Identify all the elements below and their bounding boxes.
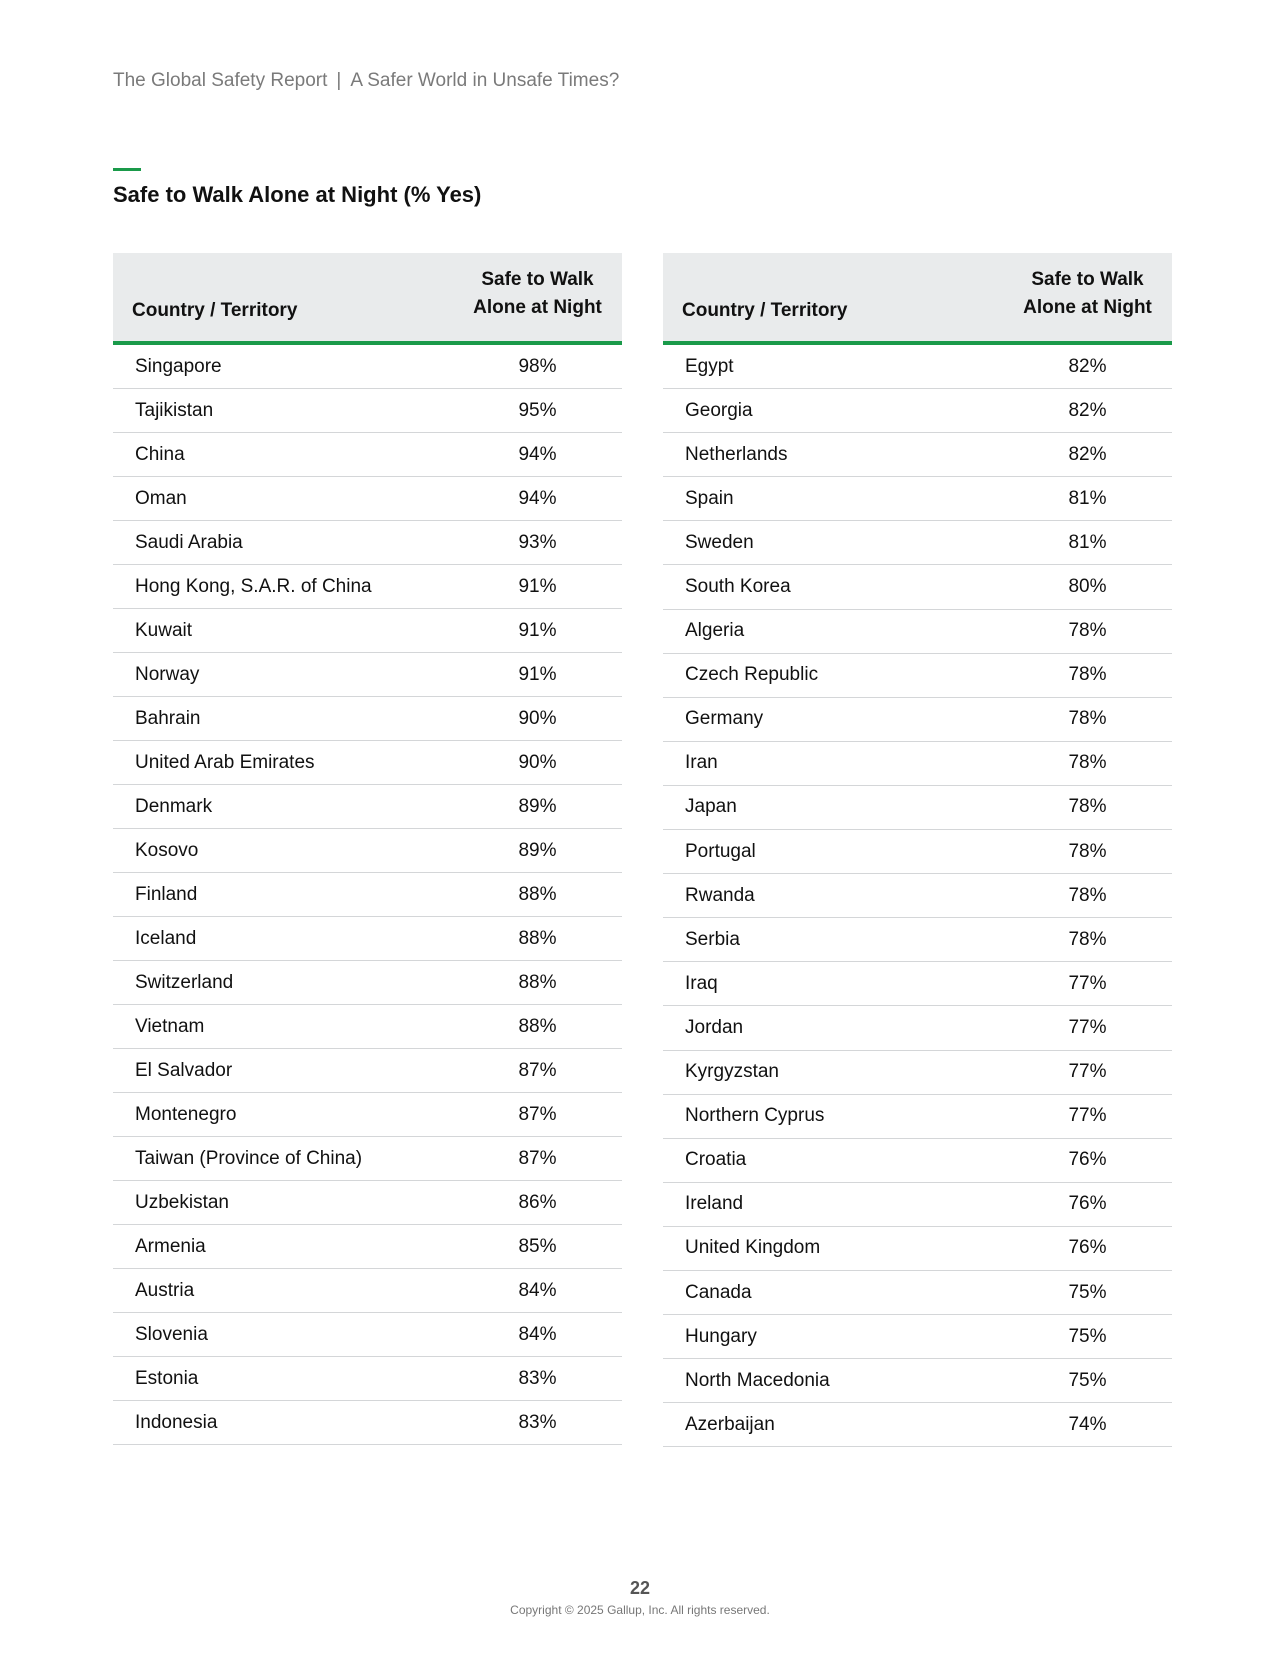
safety-table-right (663, 253, 1172, 1447)
table-row (113, 433, 622, 477)
safety-percentage: 78% (1068, 708, 1107, 730)
table-body (113, 345, 622, 1445)
table-row (663, 610, 1172, 654)
table-row (113, 1093, 622, 1137)
table-row (113, 1049, 622, 1093)
column-header-value-line1: Safe to Walk (481, 269, 594, 290)
table-row (113, 1225, 622, 1269)
table-row (663, 345, 1172, 389)
safety-percentage: 94% (518, 443, 557, 465)
table-row (113, 873, 622, 917)
table-row (663, 1227, 1172, 1271)
safety-percentage: 78% (1068, 664, 1107, 686)
country-name: North Macedonia (685, 1369, 830, 1391)
safety-percentage: 88% (518, 927, 557, 949)
country-name: South Korea (685, 576, 791, 598)
table-row (113, 829, 622, 873)
country-name: Ireland (685, 1193, 744, 1215)
table-row (113, 1313, 622, 1357)
safety-percentage: 83% (518, 1411, 557, 1433)
country-name: Singapore (135, 355, 222, 377)
country-name: Indonesia (135, 1411, 218, 1433)
country-name: Croatia (685, 1149, 747, 1171)
country-name: Sweden (685, 531, 754, 553)
safety-percentage: 91% (518, 663, 557, 685)
country-name: Oman (135, 487, 187, 509)
country-name: Serbia (685, 928, 740, 950)
table-row (113, 389, 622, 433)
safety-percentage: 85% (518, 1235, 557, 1257)
safety-percentage: 91% (518, 575, 557, 597)
safety-percentage: 89% (518, 795, 557, 817)
safety-percentage: 78% (1068, 796, 1107, 818)
country-name: Slovenia (135, 1323, 208, 1345)
country-name: Germany (685, 708, 764, 730)
safety-percentage: 83% (518, 1367, 557, 1389)
safety-percentage: 93% (518, 531, 557, 553)
report-title: The Global Safety Report (113, 70, 328, 91)
running-header (113, 70, 619, 92)
safety-percentage: 78% (1068, 620, 1107, 642)
table-row (663, 874, 1172, 918)
table-row (663, 521, 1172, 565)
country-name: Armenia (135, 1235, 206, 1257)
table-row (663, 654, 1172, 698)
safety-percentage: 87% (518, 1059, 557, 1081)
safety-table-left (113, 253, 622, 1445)
table-row (663, 962, 1172, 1006)
country-name: El Salvador (135, 1059, 233, 1081)
column-header-value-line2: Alone at Night (1023, 297, 1152, 318)
table-row (113, 1269, 622, 1313)
table-header (663, 253, 1172, 345)
table-row (113, 345, 622, 389)
country-name: Montenegro (135, 1103, 237, 1125)
table-row (113, 1181, 622, 1225)
country-name: China (135, 443, 185, 465)
safety-percentage: 82% (1068, 443, 1107, 465)
country-name: United Arab Emirates (135, 751, 315, 773)
safety-percentage: 77% (1068, 1105, 1107, 1127)
section-accent-bar (113, 168, 141, 171)
country-name: Georgia (685, 399, 753, 421)
table-row (663, 1139, 1172, 1183)
safety-percentage: 84% (518, 1279, 557, 1301)
safety-percentage: 82% (1068, 355, 1107, 377)
country-name: Canada (685, 1281, 752, 1303)
table-row (663, 477, 1172, 521)
safety-percentage: 94% (518, 487, 557, 509)
report-subtitle: A Safer World in Unsafe Times? (350, 70, 620, 91)
table-row (113, 477, 622, 521)
safety-percentage: 76% (1068, 1193, 1107, 1215)
country-name: Switzerland (135, 971, 234, 993)
table-row (663, 389, 1172, 433)
section-title: Safe to Walk Alone at Night (% Yes) (113, 182, 482, 207)
table-row (113, 1005, 622, 1049)
safety-percentage: 76% (1068, 1149, 1107, 1171)
country-name: Iran (685, 752, 718, 774)
country-name: Netherlands (685, 443, 788, 465)
country-name: Egypt (685, 355, 734, 377)
column-header-value-line1: Safe to Walk (1031, 269, 1144, 290)
table-row (663, 1051, 1172, 1095)
table-row (663, 742, 1172, 786)
table-row (663, 1315, 1172, 1359)
country-name: Czech Republic (685, 664, 819, 686)
safety-percentage: 77% (1068, 972, 1107, 994)
safety-percentage: 90% (518, 751, 557, 773)
table-row (663, 698, 1172, 742)
table-row (113, 521, 622, 565)
table-row (663, 565, 1172, 609)
country-name: Saudi Arabia (135, 531, 243, 553)
country-name: Spain (685, 487, 734, 509)
safety-percentage: 77% (1068, 1061, 1107, 1083)
country-name: Kyrgyzstan (685, 1061, 779, 1083)
table-row (113, 917, 622, 961)
table-row (113, 961, 622, 1005)
country-name: Estonia (135, 1367, 199, 1389)
safety-percentage: 78% (1068, 840, 1107, 862)
safety-percentage: 78% (1068, 928, 1107, 950)
safety-percentage: 77% (1068, 1016, 1107, 1038)
country-name: Algeria (685, 620, 745, 642)
table-row (113, 697, 622, 741)
country-name: Norway (135, 663, 200, 685)
table-row (663, 433, 1172, 477)
copyright-notice: Copyright © 2025 Gallup, Inc. All rights reserved. (510, 1603, 770, 1617)
safety-percentage: 74% (1068, 1413, 1107, 1435)
safety-percentage: 98% (518, 355, 557, 377)
safety-percentage: 86% (518, 1191, 557, 1213)
safety-percentage: 78% (1068, 752, 1107, 774)
table-row (113, 653, 622, 697)
safety-percentage: 75% (1068, 1325, 1107, 1347)
safety-percentage: 81% (1068, 487, 1107, 509)
safety-percentage: 95% (518, 399, 557, 421)
country-name: Hungary (685, 1325, 757, 1347)
column-header-value (453, 266, 622, 322)
table-row (113, 609, 622, 653)
table-row (113, 741, 622, 785)
table-row (663, 1403, 1172, 1447)
safety-percentage: 75% (1068, 1281, 1107, 1303)
table-row (113, 1357, 622, 1401)
table-row (663, 786, 1172, 830)
safety-percentage: 88% (518, 1015, 557, 1037)
safety-percentage: 91% (518, 619, 557, 641)
table-row (663, 918, 1172, 962)
country-name: Kosovo (135, 839, 199, 861)
table-row (663, 1271, 1172, 1315)
table-row (113, 1401, 622, 1445)
column-header-country: Country / Territory (682, 300, 848, 321)
page-number: 22 (629, 1578, 651, 1598)
table-header (113, 253, 622, 345)
table-row (663, 1183, 1172, 1227)
country-name: Hong Kong, S.A.R. of China (135, 575, 372, 597)
country-name: Iceland (135, 927, 197, 949)
table-body (663, 345, 1172, 1447)
country-name: Iraq (685, 972, 718, 994)
table-row (663, 830, 1172, 874)
safety-percentage: 78% (1068, 884, 1107, 906)
safety-percentage: 90% (518, 707, 557, 729)
safety-percentage: 80% (1068, 576, 1107, 598)
country-name: Bahrain (135, 707, 201, 729)
safety-percentage: 76% (1068, 1237, 1107, 1259)
table-row (113, 785, 622, 829)
table-row (113, 1137, 622, 1181)
country-name: United Kingdom (685, 1237, 821, 1259)
column-header-country: Country / Territory (132, 300, 298, 321)
country-name: Jordan (685, 1016, 744, 1038)
column-header-value (1003, 266, 1172, 322)
country-name: Tajikistan (135, 399, 214, 421)
country-name: Kuwait (135, 619, 193, 641)
safety-percentage: 87% (518, 1103, 557, 1125)
safety-percentage: 87% (518, 1147, 557, 1169)
country-name: Uzbekistan (135, 1191, 229, 1213)
country-name: Taiwan (Province of China) (135, 1147, 363, 1169)
safety-percentage: 89% (518, 839, 557, 861)
country-name: Japan (685, 796, 737, 818)
table-row (663, 1359, 1172, 1403)
country-name: Austria (135, 1279, 195, 1301)
country-name: Vietnam (135, 1015, 205, 1037)
safety-percentage: 81% (1068, 531, 1107, 553)
table-row (663, 1006, 1172, 1050)
country-name: Rwanda (685, 884, 755, 906)
header-separator: | (336, 70, 342, 91)
country-name: Azerbaijan (685, 1413, 775, 1435)
table-row (663, 1095, 1172, 1139)
safety-percentage: 88% (518, 971, 557, 993)
safety-percentage: 88% (518, 883, 557, 905)
safety-percentage: 75% (1068, 1369, 1107, 1391)
country-name: Finland (135, 883, 198, 905)
column-header-value-line2: Alone at Night (473, 297, 602, 318)
safety-percentage: 84% (518, 1323, 557, 1345)
safety-percentage: 82% (1068, 399, 1107, 421)
country-name: Northern Cyprus (685, 1105, 825, 1127)
table-row (113, 565, 622, 609)
country-name: Denmark (135, 795, 213, 817)
country-name: Portugal (685, 840, 756, 862)
